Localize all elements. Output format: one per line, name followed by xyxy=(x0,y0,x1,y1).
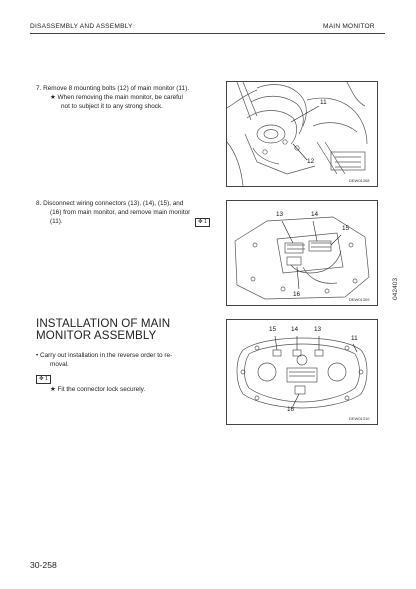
step8-line3: (11). xyxy=(50,218,63,225)
header-chapter-title: MAIN MONITOR xyxy=(323,23,375,30)
callout-11: 11 xyxy=(351,335,358,342)
install-bullet-line2: moval. xyxy=(50,361,69,368)
callout-16: 16 xyxy=(293,291,301,298)
figure-code: DEW01310 xyxy=(349,416,370,421)
figure-wiring-connectors xyxy=(226,200,378,306)
figure-code: DEW01309 xyxy=(349,297,370,302)
callout-11: 11 xyxy=(320,99,327,106)
figure-monitor-mounting-drawing xyxy=(227,82,377,186)
step7-note-line2: not to subject it to any strong shock. xyxy=(61,103,163,110)
reference-mark: ✥ 1 xyxy=(36,375,51,384)
header-section-title: DISASSEMBLY AND ASSEMBLY xyxy=(30,23,133,30)
callout-15: 15 xyxy=(342,225,350,232)
page-number: 30-258 xyxy=(30,560,57,570)
side-document-code: 042403 xyxy=(392,277,399,300)
figure-monitor-connectors xyxy=(226,319,378,425)
step7-note-line1: ★ When removing the main monitor, be careful xyxy=(50,94,183,101)
figure-code: DEW01308 xyxy=(349,178,370,183)
header-rule xyxy=(30,33,385,34)
figure-wiring-connectors-drawing xyxy=(227,201,377,305)
section-heading-line2: MONITOR ASSEMBLY xyxy=(36,329,157,342)
install-note: ★ Fit the connector lock securely. xyxy=(50,386,146,393)
figure-monitor-mounting xyxy=(226,81,378,187)
callout-13: 13 xyxy=(276,211,284,218)
step8-line1: 8. Disconnect wiring connectors (13), (14), (15), and xyxy=(36,200,184,207)
install-bullet-line1: • Carry out installation in the reverse order to re- xyxy=(36,352,173,359)
callout-15: 15 xyxy=(269,326,277,333)
callout-16: 16 xyxy=(287,406,295,413)
callout-13: 13 xyxy=(314,326,322,333)
step7-text: 7. Remove 8 mounting bolts (12) of main monitor (11). xyxy=(36,85,189,92)
callout-14: 14 xyxy=(291,326,299,333)
reference-mark: ✥ 1 xyxy=(195,218,210,227)
callout-12: 12 xyxy=(307,158,315,165)
callout-14: 14 xyxy=(311,211,319,218)
section-heading-line1: INSTALLATION OF MAIN xyxy=(36,317,171,330)
step8-line2: (16) from main monitor, and remove main monitor xyxy=(50,209,191,216)
